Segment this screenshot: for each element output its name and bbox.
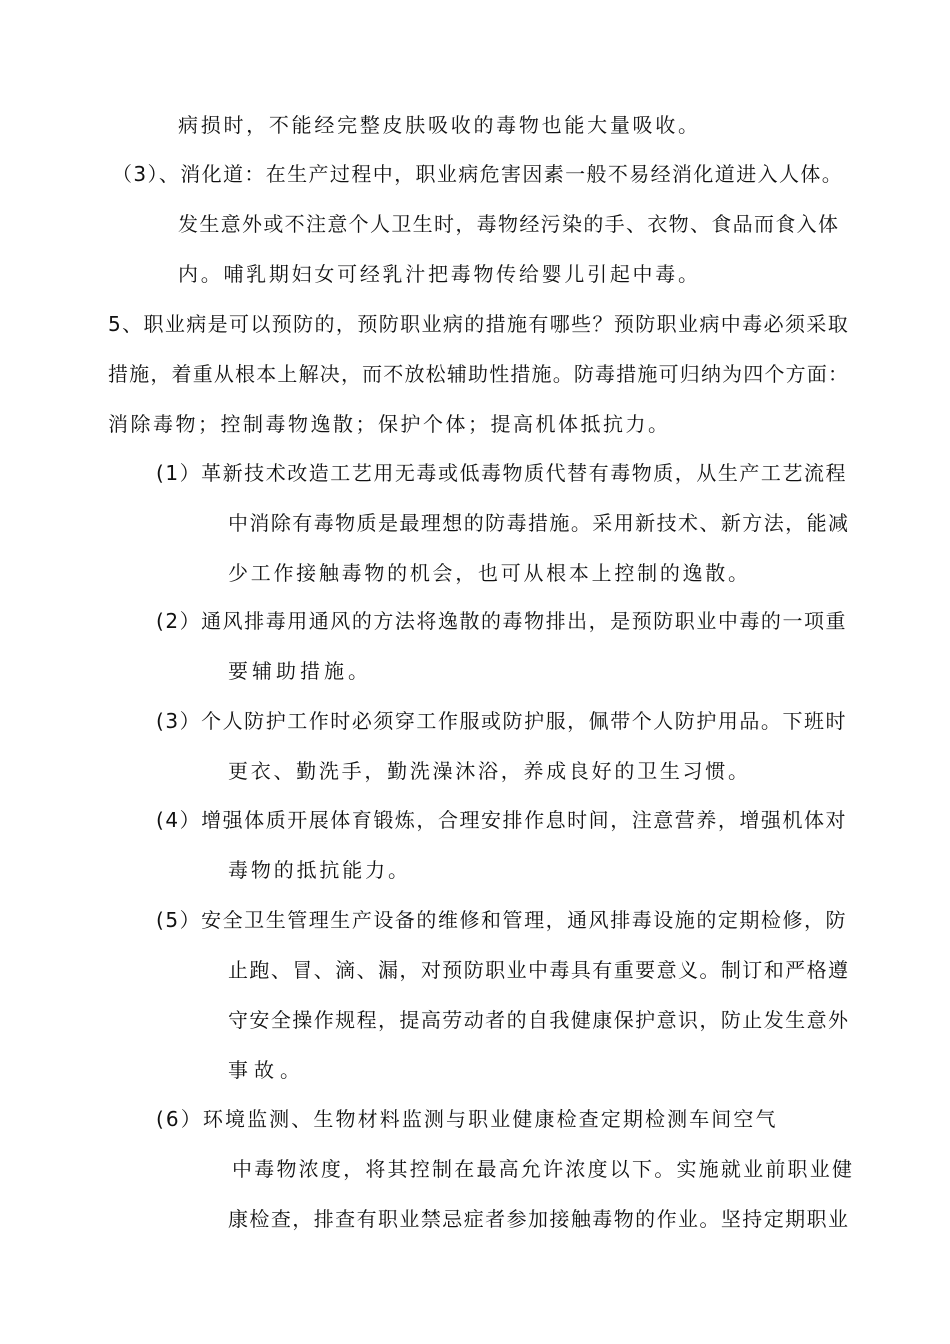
list-item: (3）个人防护工作时必须穿工作服或防护服，佩带个人防护用品。下班时 bbox=[156, 709, 848, 733]
list-item: (6）环境监测、生物材料监测与职业健康检查定期检测车间空气 bbox=[156, 1107, 778, 1131]
text-line: 中消除有毒物质是最理想的防毒措施。采用新技术、新方法，能减 bbox=[228, 511, 850, 535]
text-line: 更衣、勤洗手，勤洗澡沐浴，养成良好的卫生习惯。 bbox=[228, 759, 751, 783]
text-line: 止跑、冒、滴、漏，对预防职业中毒具有重要意义。制订和严格遵 bbox=[228, 958, 850, 982]
text-line: 毒物的抵抗能力。 bbox=[228, 858, 411, 882]
text-line: 5、职业病是可以预防的，预防职业病的措施有哪些？预防职业病中毒必须采取 bbox=[108, 312, 850, 336]
text-line: 内。哺乳期妇女可经乳汁把毒物传给婴儿引起中毒。 bbox=[178, 262, 701, 286]
list-item: (4）增强体质开展体育锻炼，合理安排作息时间，注意营养，增强机体对 bbox=[156, 808, 848, 832]
text-line: 康检查，排查有职业禁忌症者参加接触毒物的作业。坚持定期职业 bbox=[228, 1207, 850, 1231]
text-line: 消除毒物；控制毒物逸散；保护个体；提高机体抵抗力。 bbox=[108, 412, 671, 436]
text-line: 发生意外或不注意个人卫生时，毒物经污染的手、衣物、食品而食入体 bbox=[178, 212, 840, 236]
text-line: 要辅助措施。 bbox=[228, 659, 372, 683]
text-line: 中毒物浓度，将其控制在最高允许浓度以下。实施就业前职业健 bbox=[232, 1157, 855, 1181]
text-line: 措施，着重从根本上解决，而不放松辅助性措施。防毒措施可归纳为四个方面： bbox=[108, 362, 850, 386]
list-item: (1）革新技术改造工艺用无毒或低毒物质代替有毒物质，从生产工艺流程 bbox=[156, 461, 848, 485]
text-line: （3）、消化道：在生产过程中，职业病危害因素一般不易经消化道进入人体。 bbox=[112, 162, 844, 186]
list-item: (5）安全卫生管理生产设备的维修和管理，通风排毒设施的定期检修，防 bbox=[156, 908, 848, 932]
text-line: 少工作接触毒物的机会，也可从根本上控制的逸散。 bbox=[228, 561, 751, 585]
text-line: 事故。 bbox=[228, 1058, 306, 1082]
text-line: 守安全操作规程，提高劳动者的自我健康保护意识，防止发生意外 bbox=[228, 1008, 850, 1032]
text-line: 病损时，不能经完整皮肤吸收的毒物也能大量吸收。 bbox=[178, 113, 701, 137]
list-item: (2）通风排毒用通风的方法将逸散的毒物排出，是预防职业中毒的一项重 bbox=[156, 609, 848, 633]
